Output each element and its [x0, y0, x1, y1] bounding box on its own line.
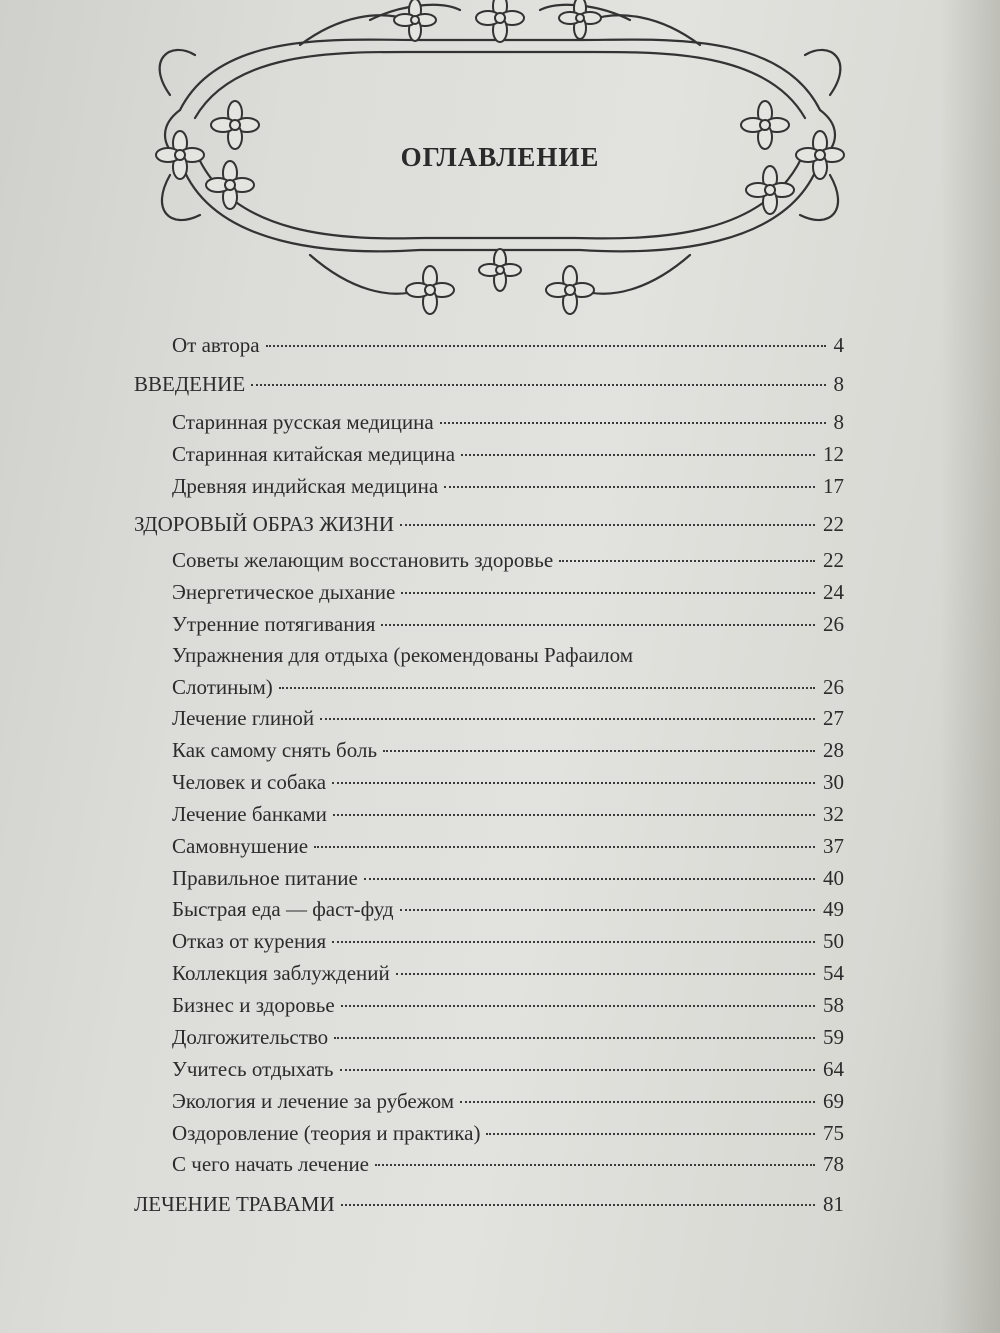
- toc-entry-label: Отказ от курения: [172, 929, 327, 953]
- toc-entry-label: ЗДОРОВЫЙ ОБРАЗ ЖИЗНИ: [134, 512, 395, 536]
- dot-leader: [341, 1005, 815, 1007]
- toc-entry-page: 58: [823, 993, 844, 1017]
- toc-entry-page: 54: [823, 961, 844, 985]
- toc-entry-wrapped-line[interactable]: Упражнения для отдыха (рекомендованы Рафаилом: [172, 643, 633, 667]
- dot-leader: [486, 1133, 815, 1135]
- dot-leader: [375, 1164, 815, 1166]
- toc-entry[interactable]: [172, 474, 844, 506]
- dot-leader: [461, 454, 815, 456]
- toc-entry-label: Быстрая еда — фаст-фуд: [172, 897, 394, 921]
- toc-entry-label: Коллекция заблуждений: [172, 961, 390, 985]
- toc-entry-label: Древняя индийская медицина: [172, 474, 439, 498]
- dot-leader: [381, 624, 815, 626]
- toc-entry[interactable]: [172, 993, 844, 1025]
- toc-entry-label: Советы желающим восстановить здоровье: [172, 548, 554, 572]
- toc-entry[interactable]: [172, 410, 844, 442]
- toc-entry[interactable]: [172, 738, 844, 770]
- toc-entry[interactable]: [172, 548, 844, 580]
- toc-entry-page: 8: [833, 372, 844, 396]
- dot-leader: [444, 486, 815, 488]
- toc-entry-page: 17: [823, 474, 844, 498]
- toc-entry-page: 22: [823, 548, 844, 572]
- dot-leader: [333, 814, 815, 816]
- toc-entry-label: ЛЕЧЕНИЕ ТРАВАМИ: [134, 1192, 335, 1216]
- toc-entry[interactable]: [134, 512, 844, 544]
- toc-entry[interactable]: [172, 580, 844, 612]
- toc-entry-page: 75: [823, 1121, 844, 1145]
- dot-leader: [400, 524, 815, 526]
- dot-leader: [400, 909, 815, 911]
- toc-entry[interactable]: [172, 1089, 844, 1121]
- toc-entry-label: Как самому снять боль: [172, 738, 378, 762]
- toc-entry[interactable]: [134, 372, 844, 404]
- toc-entry[interactable]: [172, 929, 844, 961]
- toc-entry-label: Самовнушение: [172, 834, 309, 858]
- toc-entry-label: Долгожительство: [172, 1025, 329, 1049]
- toc-entry-page: 37: [823, 834, 844, 858]
- toc-entry-page: 69: [823, 1089, 844, 1113]
- dot-leader: [383, 750, 815, 752]
- toc-entry-page: 28: [823, 738, 844, 762]
- dot-leader: [440, 422, 826, 424]
- toc-entry-page: 8: [833, 410, 844, 434]
- dot-leader: [251, 384, 825, 386]
- toc-entry-page: 32: [823, 802, 844, 826]
- toc-entry[interactable]: [172, 866, 844, 898]
- dot-leader: [332, 782, 815, 784]
- toc-entry-label: Человек и собака: [172, 770, 327, 794]
- toc-entry[interactable]: [172, 333, 844, 365]
- toc-entry-label: Правильное питание: [172, 866, 358, 890]
- dot-leader: [320, 718, 815, 720]
- toc-entry-label: От автора: [172, 333, 260, 357]
- toc-entry-page: 59: [823, 1025, 844, 1049]
- dot-leader: [266, 345, 826, 347]
- toc-entry-label: Старинная китайская медицина: [172, 442, 456, 466]
- toc-entry-label: Лечение глиной: [172, 706, 315, 730]
- toc-entry[interactable]: [172, 706, 844, 738]
- toc-entry[interactable]: [172, 1152, 844, 1184]
- toc-entry[interactable]: [172, 612, 844, 644]
- toc-entry[interactable]: [172, 1057, 844, 1089]
- dot-leader: [396, 973, 815, 975]
- toc-entry[interactable]: [172, 834, 844, 866]
- toc-entry[interactable]: [172, 897, 844, 929]
- toc-entry[interactable]: [172, 961, 844, 993]
- toc-entry-page: 49: [823, 897, 844, 921]
- toc-entry-page: 64: [823, 1057, 844, 1081]
- toc-entry-page: 26: [823, 675, 844, 699]
- toc-entry-page: 30: [823, 770, 844, 794]
- toc-entry-label: Старинная русская медицина: [172, 410, 434, 434]
- toc-entry-label: Экология и лечение за рубежом: [172, 1089, 455, 1113]
- dot-leader: [334, 1037, 815, 1039]
- dot-leader: [314, 846, 815, 848]
- toc-entry[interactable]: [172, 675, 844, 707]
- toc-entry[interactable]: [172, 442, 844, 474]
- toc-title: ОГЛАВЛЕНИЕ: [400, 142, 600, 172]
- dot-leader: [279, 687, 815, 689]
- dot-leader: [340, 1069, 815, 1071]
- toc-entry-page: 4: [833, 333, 844, 357]
- toc-entry-page: 40: [823, 866, 844, 890]
- toc-entry-page: 22: [823, 512, 844, 536]
- toc-entry-page: 27: [823, 706, 844, 730]
- toc-entry-label: Утренние потягивания: [172, 612, 376, 636]
- toc-entry[interactable]: [172, 1025, 844, 1057]
- toc-entry[interactable]: [172, 1121, 844, 1153]
- dot-leader: [559, 560, 815, 562]
- toc-entry[interactable]: [172, 770, 844, 802]
- toc-entry-label: ВВЕДЕНИЕ: [134, 372, 246, 396]
- toc-entry-page: 12: [823, 442, 844, 466]
- toc-entry-page: 26: [823, 612, 844, 636]
- toc-entry[interactable]: [172, 802, 844, 834]
- dot-leader: [364, 878, 815, 880]
- dot-leader: [332, 941, 815, 943]
- toc-entry-label: Лечение банками: [172, 802, 327, 826]
- toc-entry-page: 78: [823, 1152, 844, 1176]
- dot-leader: [460, 1101, 815, 1103]
- toc-entry-label: С чего начать лечение: [172, 1152, 369, 1176]
- dot-leader: [341, 1204, 815, 1206]
- toc-entry-label: Оздоровление (теория и практика): [172, 1121, 481, 1145]
- toc-entry-page: 81: [823, 1192, 844, 1216]
- toc-entry-label: Слотиным): [172, 675, 273, 699]
- toc-entry-label: Бизнес и здоровье: [172, 993, 335, 1017]
- toc-entry-page: 50: [823, 929, 844, 953]
- dot-leader: [401, 592, 815, 594]
- toc-entry-label: Энергетическое дыхание: [172, 580, 396, 604]
- toc-entry[interactable]: [134, 1192, 844, 1224]
- toc-entry-label: Учитесь отдыхать: [172, 1057, 334, 1081]
- toc-entry-page: 24: [823, 580, 844, 604]
